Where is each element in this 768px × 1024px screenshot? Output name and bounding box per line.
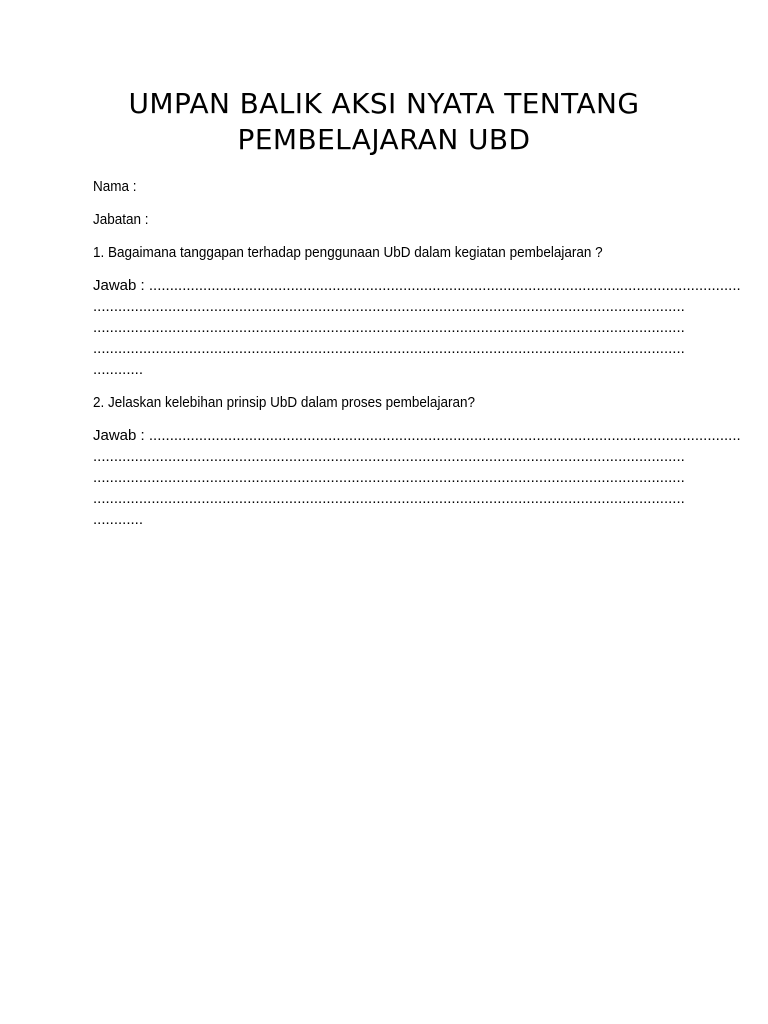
question-2: 2. Jelaskan kelebihan prinsip UbD dalam proses pembelajaran?	[93, 394, 475, 411]
answer-1-line-2: ..............................................................................................................................................	[93, 298, 685, 315]
question-1: 1. Bagaimana tanggapan terhadap penggunaan UbD dalam kegiatan pembelajaran ?	[93, 244, 603, 261]
answer-1-line-3: ..............................................................................................................................................	[93, 319, 685, 336]
nama-label: Nama :	[93, 178, 137, 195]
answer-2-line-4: ..............................................................................................................................................	[93, 490, 685, 507]
title-line-1: UMPAN BALIK AKSI NYATA TENTANG	[128, 87, 640, 120]
answer-1-dots-1: ..............................................................................................................................................	[148, 277, 741, 294]
answer-2-dots-1: ..............................................................................................................................................	[148, 427, 741, 444]
jabatan-label: Jabatan :	[93, 211, 149, 228]
answer-1-line-1	[93, 275, 741, 296]
answer-1-line-5: ............	[93, 361, 144, 378]
document-title	[60, 86, 708, 158]
answer-2-line-5: ............	[93, 511, 144, 528]
answer-2-line-2: ..............................................................................................................................................	[93, 448, 685, 465]
answer-1-block	[93, 275, 741, 380]
answer-2-block	[93, 425, 741, 530]
answer-2-line-3: ..............................................................................................................................................	[93, 469, 685, 486]
answer-2-label: Jawab :	[93, 427, 149, 444]
answer-1-label: Jawab :	[93, 277, 149, 294]
answer-2-line-1	[93, 425, 741, 446]
answer-1-line-4: ..............................................................................................................................................	[93, 340, 685, 357]
title-line-2: PEMBELAJARAN UBD	[237, 123, 531, 156]
